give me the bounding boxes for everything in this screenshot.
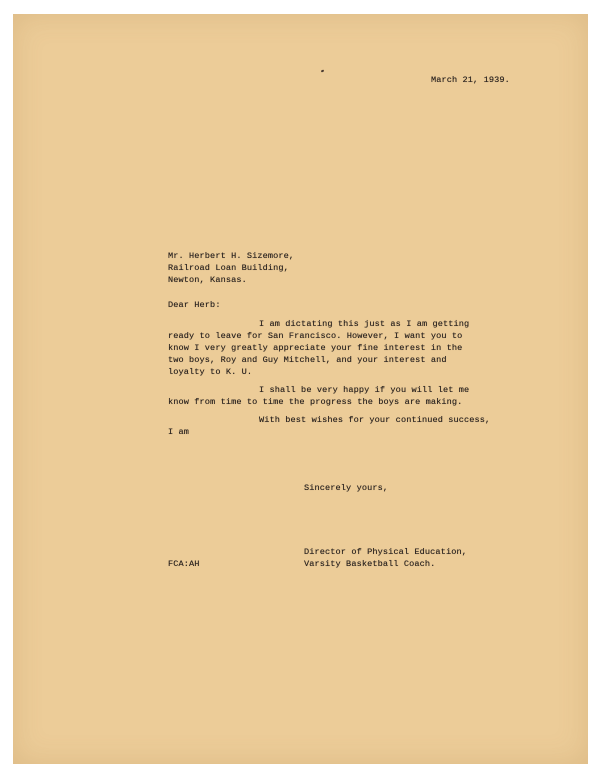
paragraph-3-line-1: With best wishes for your continued success, [259, 415, 491, 425]
signature-title-line-1: Director of Physical Education, [304, 547, 467, 557]
reference-initials: FCA:AH [168, 559, 200, 569]
signature-title-line-2: Varsity Basketball Coach. [304, 559, 436, 569]
paragraph-1-line-1: I am dictating this just as I am getting [259, 319, 470, 329]
recipient-address-line1: Railroad Loan Building, [168, 263, 289, 273]
recipient-name: Mr. Herbert H. Sizemore, [168, 251, 295, 261]
paragraph-1-line-3: know I very greatly appreciate your fine interest in the [168, 343, 463, 353]
salutation: Dear Herb: [168, 300, 221, 310]
paragraph-1-line-4: two boys, Roy and Guy Mitchell, and your interest and [168, 355, 447, 365]
complimentary-close: Sincerely yours, [304, 483, 389, 493]
paragraph-2-line-2: know from time to time the progress the boys are making. [168, 397, 463, 407]
ink-speck [321, 70, 325, 73]
recipient-address-line2: Newton, Kansas. [168, 275, 247, 285]
paragraph-1-line-5: loyalty to K. U. [168, 367, 253, 377]
paragraph-2-line-1: I shall be very happy if you will let me [259, 385, 470, 395]
letter-date: March 21, 1939. [431, 75, 510, 85]
paragraph-1-line-2: ready to leave for San Francisco. However, I want you to [168, 331, 463, 341]
closing-lead: I am [168, 427, 190, 437]
letter-page [13, 14, 588, 764]
